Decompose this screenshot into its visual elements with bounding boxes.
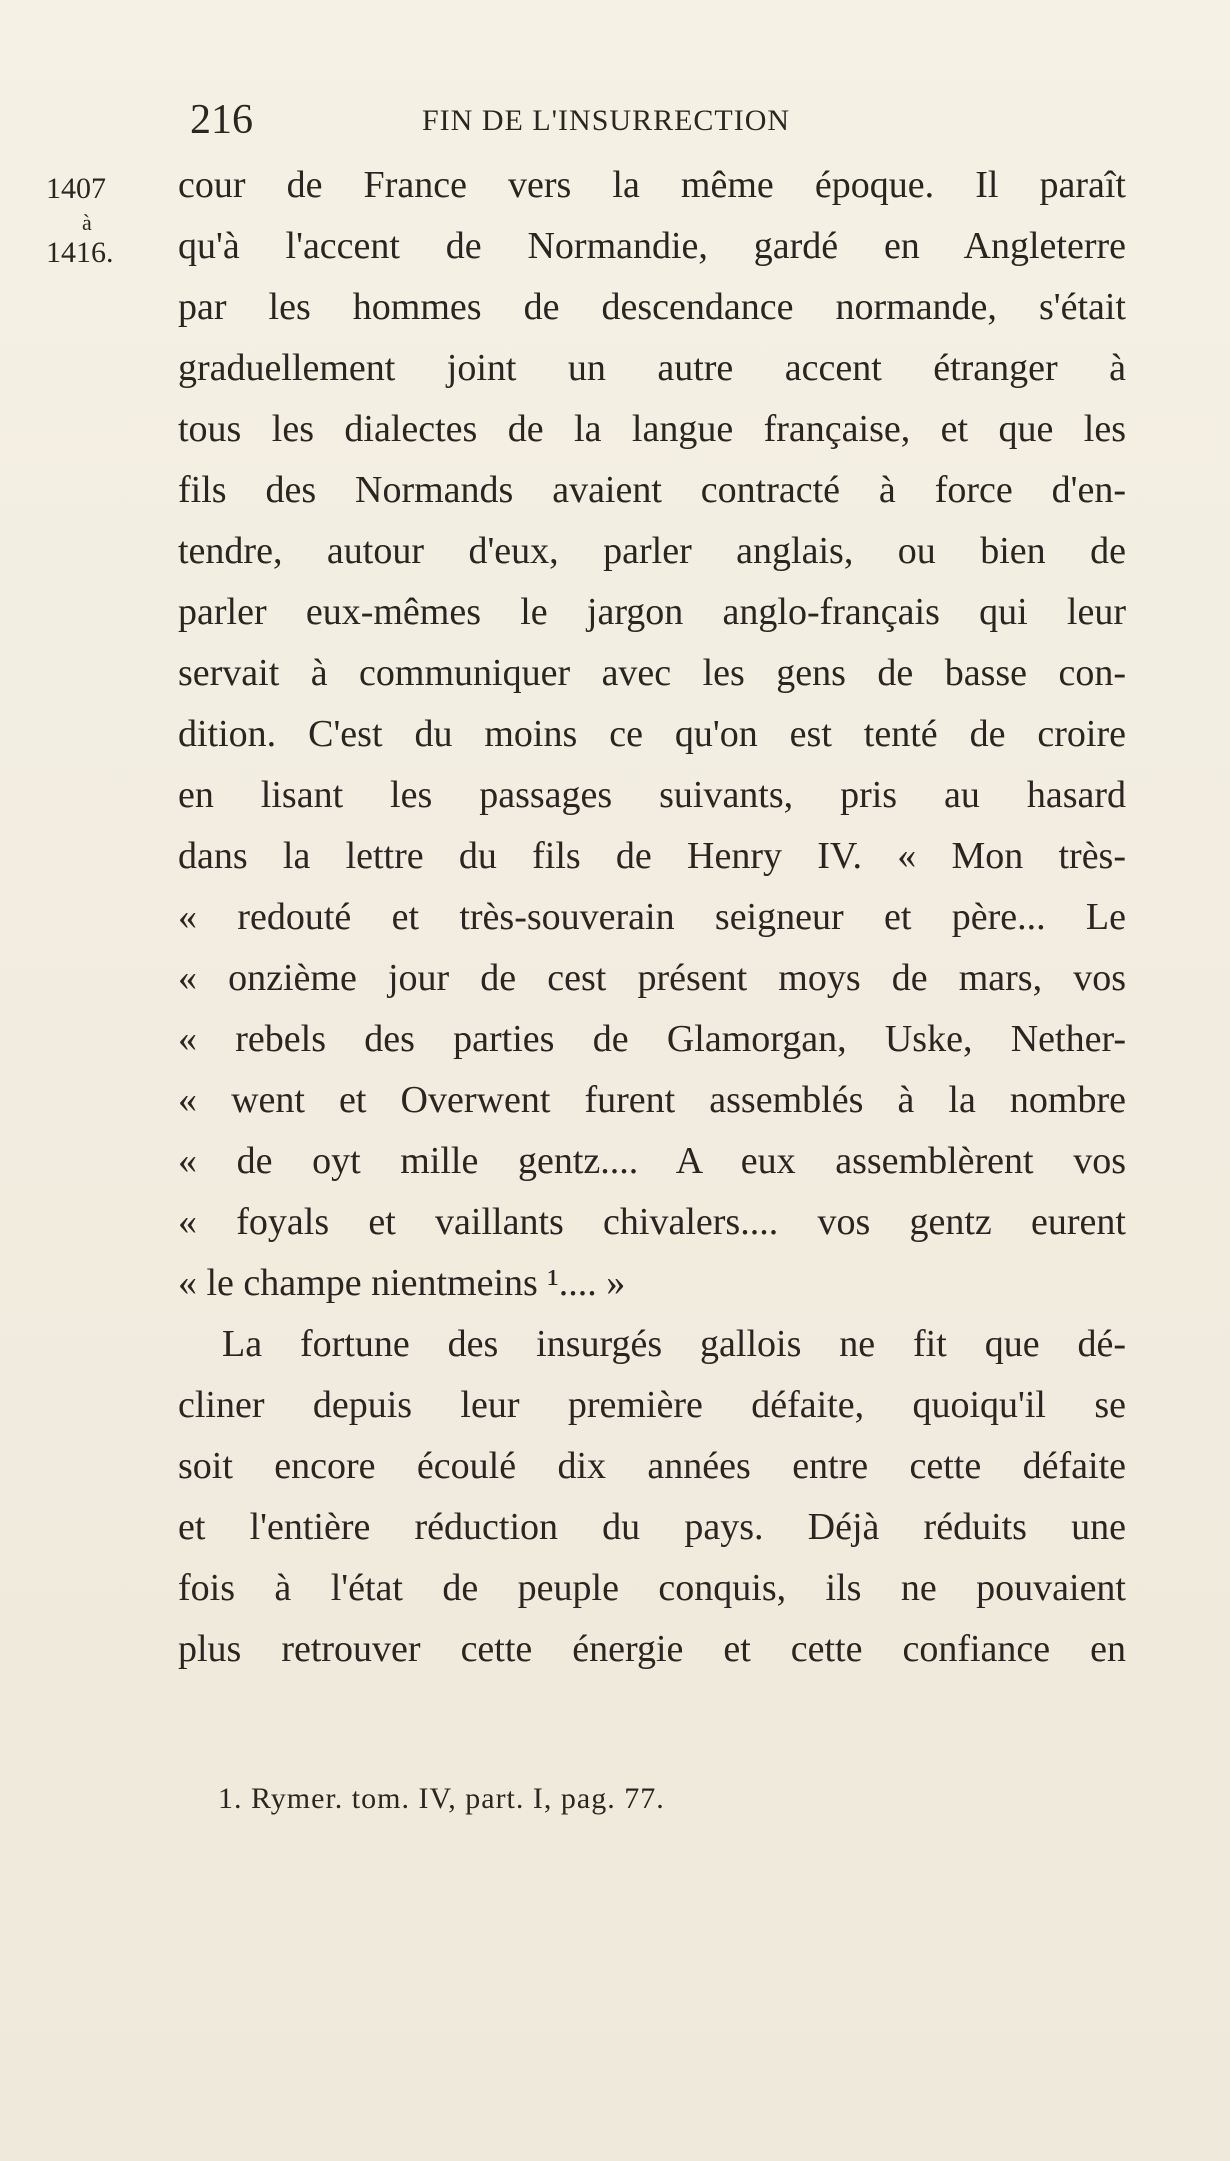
text-line: tendre, autour d'eux, parler anglais, ou bien de (178, 530, 1126, 572)
text-line: « foyals et vaillants chivalers.... vos gentz eurent (178, 1201, 1126, 1243)
text-line: qu'à l'accent de Normandie, gardé en Angleterre (178, 225, 1126, 267)
text-line: servait à communiquer avec les gens de basse con- (178, 652, 1126, 694)
text-line: dans la lettre du fils de Henry IV. « Mon très- (178, 835, 1126, 877)
running-head (190, 96, 1130, 144)
body-text (178, 155, 1126, 1680)
text-line: par les hommes de descendance normande, s'était (178, 286, 1126, 328)
text-line: graduellement joint un autre accent étranger à (178, 347, 1126, 389)
text-line: « redouté et très-souverain seigneur et père... Le (178, 896, 1126, 938)
text-line: fois à l'état de peuple conquis, ils ne pouvaient (178, 1567, 1126, 1609)
text-line: La fortune des insurgés gallois ne fit que dé- (222, 1323, 1126, 1365)
text-line: plus retrouver cette énergie et cette confiance en (178, 1628, 1126, 1670)
text-line: dition. C'est du moins ce qu'on est tenté de croire (178, 713, 1126, 755)
text-line: « went et Overwent furent assemblés à la nombre (178, 1079, 1126, 1121)
text-line: soit encore écoulé dix années entre cette défaite (178, 1445, 1126, 1487)
footnote: 1. Rymer. tom. IV, part. I, pag. 77. (218, 1782, 665, 1815)
text-line: parler eux-mêmes le jargon anglo-français qui leur (178, 591, 1126, 633)
page-number: 216 (190, 97, 253, 143)
text-line: « onzième jour de cest présent moys de mars, vos (178, 957, 1126, 999)
text-line: cour de France vers la même époque. Il paraît (178, 164, 1126, 206)
margin-date-start: 1407 (46, 172, 106, 205)
text-line: cliner depuis leur première défaite, quoiqu'il se (178, 1384, 1126, 1426)
text-line: et l'entière réduction du pays. Déjà réduits une (178, 1506, 1126, 1548)
text-line: « le champe nientmeins ¹.... » (178, 1262, 626, 1304)
text-line: « de oyt mille gentz.... A eux assemblèrent vos (178, 1140, 1126, 1182)
margin-date-end: 1416. (46, 236, 114, 269)
text-line: fils des Normands avaient contracté à force d'en- (178, 469, 1126, 511)
running-title: FIN DE L'INSURRECTION (422, 104, 791, 137)
text-line: en lisant les passages suivants, pris au hasard (178, 774, 1126, 816)
margin-date-separator: à (82, 210, 92, 235)
text-line: tous les dialectes de la langue française, et que les (178, 408, 1126, 450)
text-line: « rebels des parties de Glamorgan, Uske, Nether- (178, 1018, 1126, 1060)
